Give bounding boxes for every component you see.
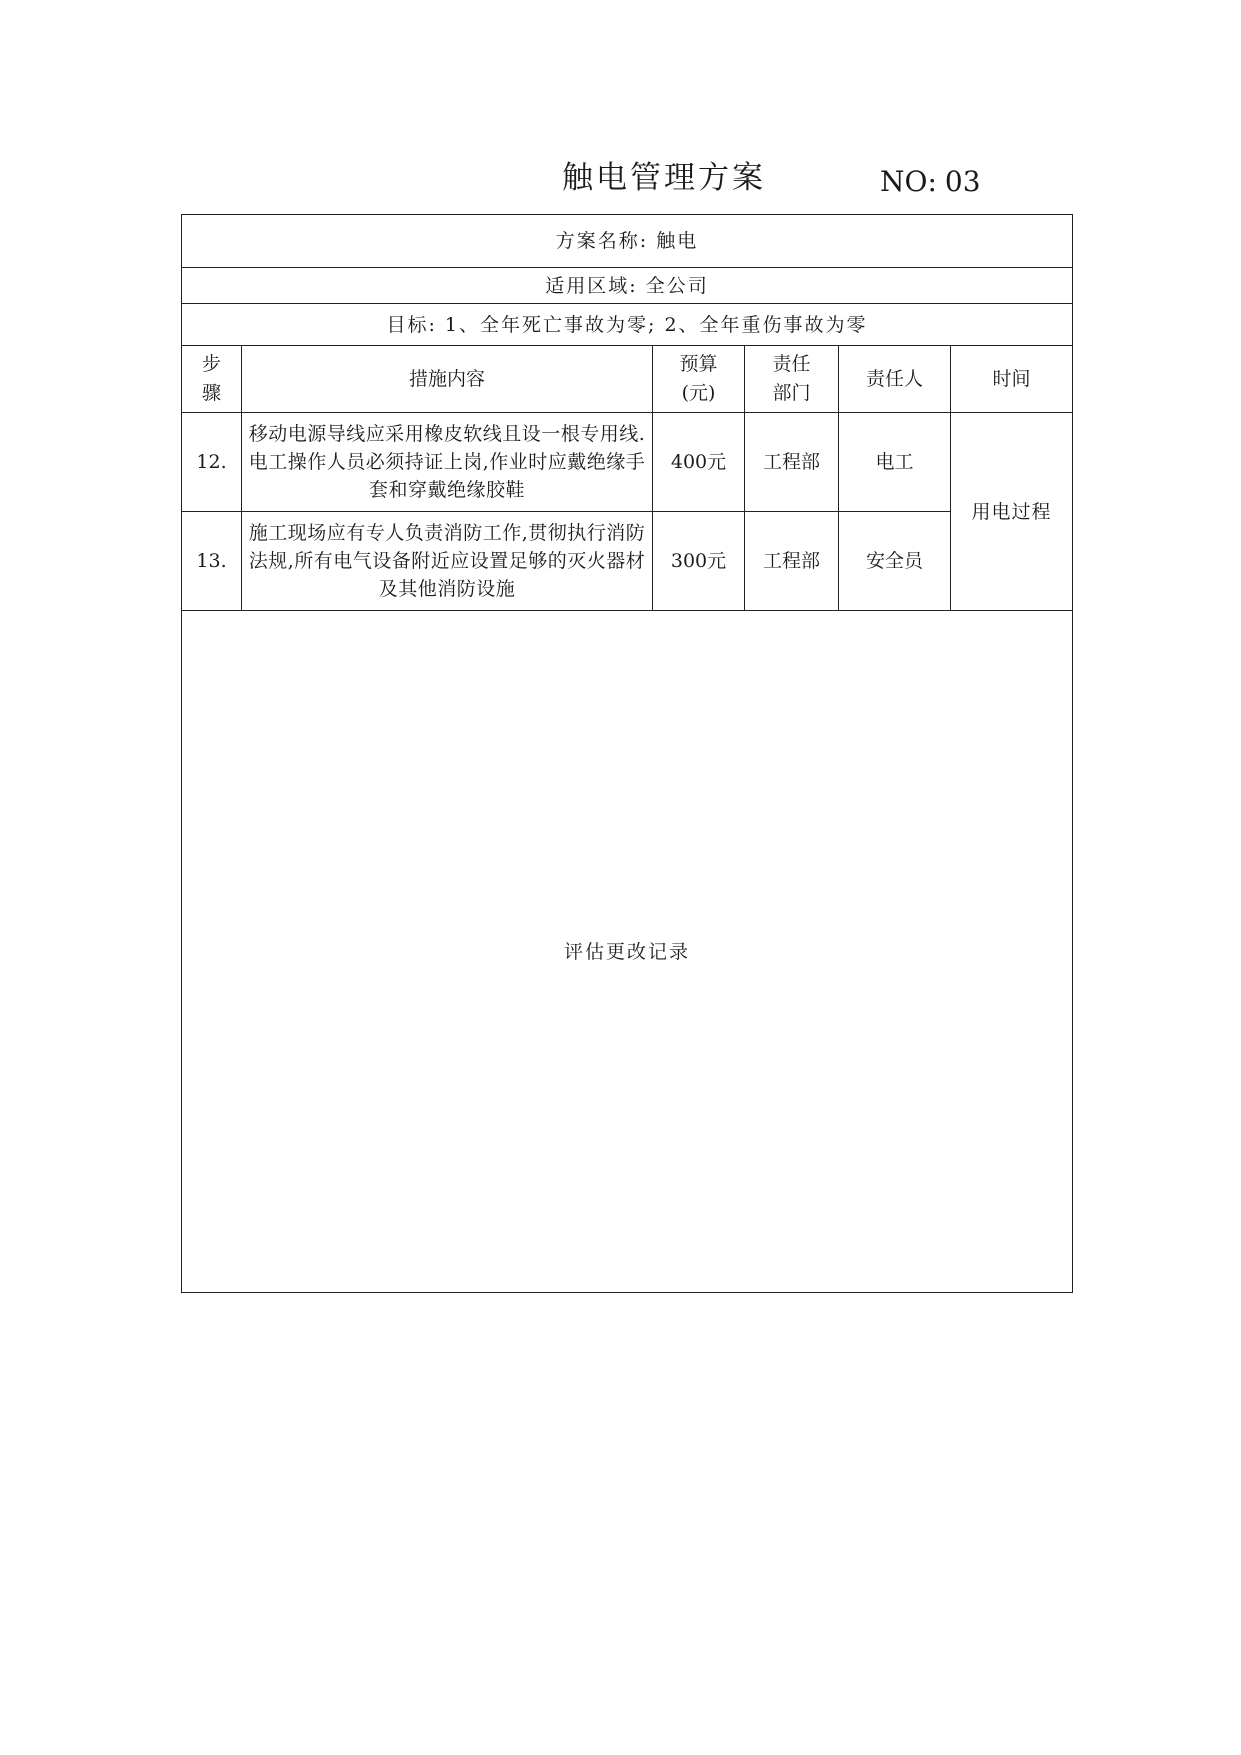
table-row (182, 512, 1073, 611)
document-number-label: NO: (880, 165, 937, 198)
plan-name-cell: 方案名称: 触电 (182, 215, 1073, 268)
header-step-line-1: 步 (201, 353, 221, 375)
plan-table (181, 214, 1073, 1293)
header-dept (745, 346, 839, 413)
measure-line: 及其他消防设施 (378, 578, 516, 600)
header-step-line-2: 骤 (201, 382, 221, 404)
document-title: 触电管理方案 (562, 160, 766, 196)
plan-area-row (182, 268, 1073, 304)
header-budget-line-2: (元) (681, 382, 716, 404)
measure-line: 施工现场应有专人负责消防工作,贯彻执行消防 (248, 522, 646, 544)
plan-name-row (182, 215, 1073, 268)
step-number: 12. (182, 413, 242, 512)
measure-line: 电工操作人员必须持证上岗,作业时应戴绝缘手 (248, 451, 646, 473)
step-number: 13. (182, 512, 242, 611)
header-dept-line-1: 责任 (772, 353, 811, 375)
measure-line: 套和穿戴绝缘胶鞋 (368, 479, 525, 501)
record-section: 评估更改记录 (182, 611, 1073, 1293)
measure-content (242, 413, 653, 512)
plan-goal-cell: 目标: 1、全年死亡事故为零; 2、全年重伤事故为零 (182, 304, 1073, 346)
header-person: 责任人 (839, 346, 951, 413)
document-number (880, 162, 981, 202)
record-row (182, 611, 1073, 1293)
responsible-dept: 工程部 (745, 512, 839, 611)
column-header-row (182, 346, 1073, 413)
header-measure: 措施内容 (242, 346, 653, 413)
table-row (182, 413, 1073, 512)
measure-line: 法规,所有电气设备附近应设置足够的灭火器材 (248, 550, 646, 572)
budget-value: 300元 (653, 512, 745, 611)
measure-content (242, 512, 653, 611)
responsible-dept: 工程部 (745, 413, 839, 512)
header-dept-line-2: 部门 (772, 382, 811, 404)
budget-value: 400元 (653, 413, 745, 512)
time-value: 用电过程 (951, 413, 1073, 611)
header-budget-line-1: 预算 (679, 353, 718, 375)
header-step (182, 346, 242, 413)
plan-goal-row (182, 304, 1073, 346)
header-time: 时间 (951, 346, 1073, 413)
responsible-person: 安全员 (839, 512, 951, 611)
document-number-value: 03 (944, 165, 981, 198)
header-budget (653, 346, 745, 413)
measure-line: 移动电源导线应采用橡皮软线且设一根专用线. (248, 423, 646, 445)
plan-area-cell: 适用区域: 全公司 (182, 268, 1073, 304)
responsible-person: 电工 (839, 413, 951, 512)
